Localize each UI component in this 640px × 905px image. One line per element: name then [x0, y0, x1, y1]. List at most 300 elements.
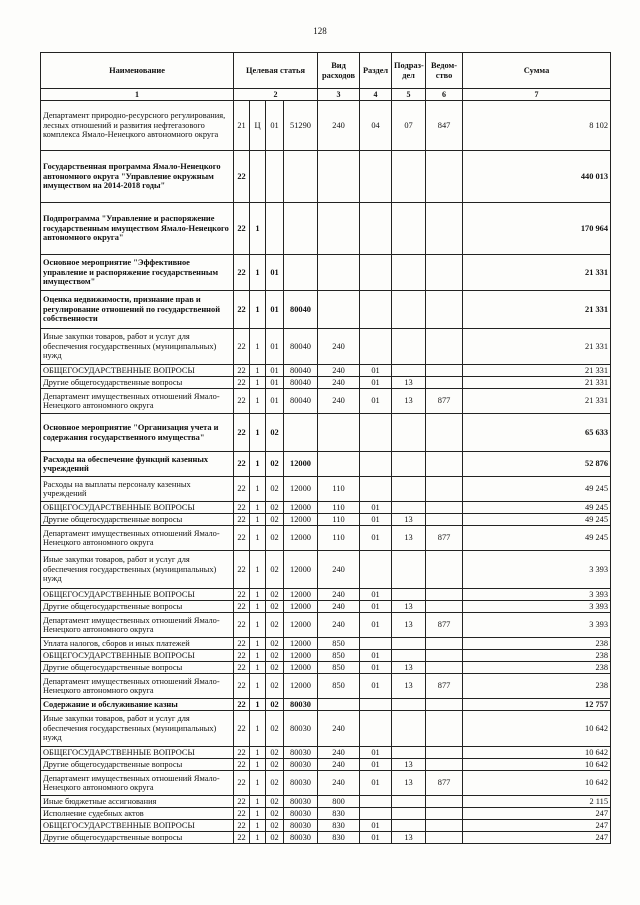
cell-sum: 247 [463, 820, 611, 832]
cell-department: 877 [426, 613, 463, 638]
cell-expense-type: 240 [318, 771, 360, 796]
cell-subsection: 13 [392, 601, 426, 613]
table-row [41, 662, 611, 674]
cell-subsection [392, 203, 426, 255]
cell-target-measure: 02 [266, 613, 284, 638]
cell-section: 04 [360, 101, 392, 151]
cell-name: Другие общегосударственные вопросы [41, 377, 234, 389]
cell-department [426, 477, 463, 502]
cell-target-subprogram: 1 [250, 589, 266, 601]
cell-target-subprogram: 1 [250, 377, 266, 389]
table-row [41, 329, 611, 365]
cell-department [426, 414, 463, 452]
cell-target-subprogram: 1 [250, 601, 266, 613]
cell-sum: 52 876 [463, 452, 611, 477]
cell-name: ОБЩЕГОСУДАРСТВЕННЫЕ ВОПРОСЫ [41, 650, 234, 662]
cell-target-program: 22 [234, 255, 250, 291]
table-row [41, 414, 611, 452]
cell-target-program: 22 [234, 514, 250, 526]
cell-expense-type: 110 [318, 502, 360, 514]
cell-section: 01 [360, 662, 392, 674]
cell-section: 01 [360, 514, 392, 526]
cell-target-measure: 02 [266, 502, 284, 514]
cell-expense-type: 240 [318, 101, 360, 151]
cell-target-subprogram: 1 [250, 255, 266, 291]
cell-expense-type: 850 [318, 638, 360, 650]
cell-name: Иные бюджетные ассигнования [41, 796, 234, 808]
cell-target-direction: 12000 [284, 638, 318, 650]
cell-department [426, 452, 463, 477]
cell-target-measure: 01 [266, 365, 284, 377]
cell-department [426, 551, 463, 589]
page-number: 128 [313, 26, 327, 36]
cell-name: Департамент имущественных отношений Ямало-Ненецкого автономного округа [41, 674, 234, 699]
cell-subsection: 13 [392, 832, 426, 844]
cell-subsection: 13 [392, 759, 426, 771]
cell-target-subprogram: 1 [250, 808, 266, 820]
cell-name: Иные закупки товаров, работ и услуг для обеспечения государственных (муниципальных) нужд [41, 329, 234, 365]
cell-department [426, 365, 463, 377]
col-header-subsection: Подраз-дел [392, 53, 426, 89]
cell-target-direction [284, 414, 318, 452]
cell-target-measure: 02 [266, 662, 284, 674]
cell-department [426, 832, 463, 844]
cell-target-direction: 12000 [284, 650, 318, 662]
cell-sum: 3 393 [463, 601, 611, 613]
cell-department [426, 291, 463, 329]
cell-name: ОБЩЕГОСУДАРСТВЕННЫЕ ВОПРОСЫ [41, 502, 234, 514]
cell-subsection: 13 [392, 662, 426, 674]
cell-department [426, 747, 463, 759]
cell-subsection: 13 [392, 526, 426, 551]
cell-name: ОБЩЕГОСУДАРСТВЕННЫЕ ВОПРОСЫ [41, 747, 234, 759]
cell-section: 01 [360, 389, 392, 414]
table-row [41, 759, 611, 771]
cell-sum: 8 102 [463, 101, 611, 151]
cell-target-subprogram: 1 [250, 638, 266, 650]
cell-subsection [392, 747, 426, 759]
cell-name: Другие общегосударственные вопросы [41, 832, 234, 844]
col-header-exp-type: Вид расходов [318, 53, 360, 89]
cell-expense-type: 110 [318, 514, 360, 526]
cell-target-measure: 02 [266, 796, 284, 808]
cell-subsection [392, 452, 426, 477]
cell-subsection: 13 [392, 674, 426, 699]
col-number: 3 [318, 89, 360, 101]
cell-target-subprogram: 1 [250, 662, 266, 674]
cell-expense-type: 830 [318, 820, 360, 832]
cell-expense-type: 240 [318, 759, 360, 771]
cell-section: 01 [360, 771, 392, 796]
col-number: 1 [41, 89, 234, 101]
cell-department [426, 808, 463, 820]
cell-target-direction: 80040 [284, 365, 318, 377]
cell-target-direction: 12000 [284, 601, 318, 613]
table-row [41, 377, 611, 389]
cell-target-subprogram: 1 [250, 502, 266, 514]
cell-target-direction: 80040 [284, 389, 318, 414]
cell-sum: 21 331 [463, 291, 611, 329]
table-row [41, 674, 611, 699]
table-row [41, 711, 611, 747]
cell-sum: 3 393 [463, 613, 611, 638]
cell-name: Подпрограмма "Управление и распоряжение государственным имуществом Ямало-Ненецкого автономного округа" [41, 203, 234, 255]
cell-expense-type: 240 [318, 613, 360, 638]
cell-target-program: 22 [234, 151, 250, 203]
cell-target-direction: 12000 [284, 477, 318, 502]
cell-section [360, 329, 392, 365]
col-number: 5 [392, 89, 426, 101]
col-number: 4 [360, 89, 392, 101]
cell-section: 01 [360, 674, 392, 699]
cell-department [426, 514, 463, 526]
cell-sum: 10 642 [463, 711, 611, 747]
cell-sum: 21 331 [463, 329, 611, 365]
cell-subsection [392, 796, 426, 808]
cell-sum: 49 245 [463, 526, 611, 551]
table-row [41, 808, 611, 820]
cell-target-program: 22 [234, 674, 250, 699]
cell-department: 877 [426, 674, 463, 699]
cell-target-program: 22 [234, 699, 250, 711]
cell-target-subprogram: 1 [250, 747, 266, 759]
cell-target-direction: 80030 [284, 747, 318, 759]
cell-sum: 238 [463, 650, 611, 662]
cell-section: 01 [360, 601, 392, 613]
cell-expense-type [318, 414, 360, 452]
cell-sum: 170 964 [463, 203, 611, 255]
cell-section [360, 452, 392, 477]
cell-department [426, 699, 463, 711]
cell-department [426, 711, 463, 747]
cell-target-measure: 02 [266, 601, 284, 613]
cell-name: Уплата налогов, сборов и иных платежей [41, 638, 234, 650]
cell-expense-type: 240 [318, 329, 360, 365]
cell-target-program: 22 [234, 613, 250, 638]
cell-target-subprogram: 1 [250, 365, 266, 377]
cell-target-program: 22 [234, 796, 250, 808]
cell-target-measure: 01 [266, 291, 284, 329]
cell-department [426, 662, 463, 674]
cell-subsection [392, 477, 426, 502]
cell-target-direction: 80030 [284, 832, 318, 844]
cell-name: Департамент имущественных отношений Ямало-Ненецкого автономного округа [41, 613, 234, 638]
cell-subsection [392, 650, 426, 662]
cell-target-program: 22 [234, 414, 250, 452]
cell-sum: 49 245 [463, 502, 611, 514]
cell-target-subprogram: 1 [250, 650, 266, 662]
cell-name: Оценка недвижимости, признание прав и регулирование отношений по государственной собственности [41, 291, 234, 329]
cell-expense-type: 240 [318, 711, 360, 747]
cell-target-direction: 12000 [284, 452, 318, 477]
table-row [41, 771, 611, 796]
cell-expense-type: 240 [318, 377, 360, 389]
cell-target-subprogram: 1 [250, 329, 266, 365]
cell-target-direction: 12000 [284, 674, 318, 699]
cell-name: ОБЩЕГОСУДАРСТВЕННЫЕ ВОПРОСЫ [41, 589, 234, 601]
cell-section: 01 [360, 526, 392, 551]
cell-target-program: 22 [234, 759, 250, 771]
cell-name: Расходы на выплаты персоналу казенных учреждений [41, 477, 234, 502]
cell-section [360, 255, 392, 291]
cell-section [360, 551, 392, 589]
cell-target-measure: 01 [266, 329, 284, 365]
cell-name: Основное мероприятие "Организация учета и содержания государственного имущества" [41, 414, 234, 452]
cell-target-direction [284, 151, 318, 203]
cell-target-program: 22 [234, 638, 250, 650]
cell-subsection [392, 329, 426, 365]
cell-section [360, 477, 392, 502]
cell-department: 877 [426, 389, 463, 414]
table-row [41, 389, 611, 414]
cell-target-subprogram: 1 [250, 820, 266, 832]
table-row [41, 796, 611, 808]
cell-target-measure: 02 [266, 551, 284, 589]
cell-target-measure: 01 [266, 255, 284, 291]
table-row [41, 638, 611, 650]
table-row [41, 820, 611, 832]
col-header-sum: Сумма [463, 53, 611, 89]
cell-target-direction: 80030 [284, 759, 318, 771]
cell-sum: 3 393 [463, 589, 611, 601]
cell-sum: 440 013 [463, 151, 611, 203]
cell-target-measure: 02 [266, 674, 284, 699]
cell-target-direction: 80030 [284, 711, 318, 747]
cell-department [426, 255, 463, 291]
cell-target-direction [284, 255, 318, 291]
cell-subsection [392, 808, 426, 820]
cell-subsection [392, 699, 426, 711]
table-row [41, 551, 611, 589]
cell-target-measure: 02 [266, 711, 284, 747]
table-row [41, 291, 611, 329]
cell-target-program: 22 [234, 589, 250, 601]
cell-subsection: 13 [392, 613, 426, 638]
table-row [41, 526, 611, 551]
cell-target-measure: 02 [266, 759, 284, 771]
cell-subsection: 13 [392, 514, 426, 526]
cell-target-subprogram: Ц [250, 101, 266, 151]
cell-subsection [392, 414, 426, 452]
table-row [41, 203, 611, 255]
cell-target-program: 22 [234, 203, 250, 255]
cell-target-subprogram: 1 [250, 452, 266, 477]
cell-target-program: 22 [234, 601, 250, 613]
cell-department [426, 203, 463, 255]
cell-target-direction: 80030 [284, 771, 318, 796]
cell-target-direction: 80040 [284, 329, 318, 365]
cell-section: 01 [360, 759, 392, 771]
cell-target-program: 22 [234, 526, 250, 551]
table-row [41, 365, 611, 377]
cell-section [360, 151, 392, 203]
cell-target-program: 22 [234, 820, 250, 832]
cell-name: Другие общегосударственные вопросы [41, 759, 234, 771]
cell-target-subprogram: 1 [250, 477, 266, 502]
table-row [41, 477, 611, 502]
cell-section [360, 699, 392, 711]
cell-sum: 10 642 [463, 747, 611, 759]
cell-subsection [392, 365, 426, 377]
cell-target-measure: 01 [266, 389, 284, 414]
cell-target-direction: 12000 [284, 502, 318, 514]
cell-sum: 10 642 [463, 771, 611, 796]
cell-target-program: 22 [234, 452, 250, 477]
cell-section: 01 [360, 589, 392, 601]
cell-target-subprogram: 1 [250, 551, 266, 589]
cell-department [426, 650, 463, 662]
cell-expense-type: 240 [318, 589, 360, 601]
table-row [41, 650, 611, 662]
cell-department: 877 [426, 771, 463, 796]
cell-target-subprogram: 1 [250, 203, 266, 255]
cell-target-direction: 12000 [284, 662, 318, 674]
cell-section: 01 [360, 747, 392, 759]
table-row [41, 699, 611, 711]
cell-subsection [392, 638, 426, 650]
cell-expense-type: 240 [318, 747, 360, 759]
header-row [41, 53, 611, 89]
cell-sum: 3 393 [463, 551, 611, 589]
cell-target-program: 22 [234, 377, 250, 389]
cell-sum: 12 757 [463, 699, 611, 711]
cell-target-program: 22 [234, 477, 250, 502]
cell-target-program: 22 [234, 365, 250, 377]
cell-target-program: 22 [234, 832, 250, 844]
cell-target-program: 22 [234, 329, 250, 365]
cell-sum: 65 633 [463, 414, 611, 452]
cell-section: 01 [360, 832, 392, 844]
table-row [41, 255, 611, 291]
cell-target-program: 22 [234, 389, 250, 414]
cell-target-program: 22 [234, 502, 250, 514]
cell-subsection: 13 [392, 377, 426, 389]
cell-department [426, 601, 463, 613]
cell-name: Иные закупки товаров, работ и услуг для обеспечения государственных (муниципальных) нужд [41, 711, 234, 747]
cell-target-direction: 12000 [284, 589, 318, 601]
cell-target-program: 22 [234, 291, 250, 329]
col-header-target: Целевая статья [234, 53, 318, 89]
cell-expense-type: 830 [318, 808, 360, 820]
cell-section [360, 808, 392, 820]
cell-target-measure [266, 203, 284, 255]
cell-department: 847 [426, 101, 463, 151]
budget-table [40, 52, 611, 844]
cell-target-measure: 02 [266, 414, 284, 452]
cell-expense-type: 800 [318, 796, 360, 808]
cell-sum: 238 [463, 638, 611, 650]
cell-expense-type [318, 151, 360, 203]
table-row [41, 747, 611, 759]
cell-department [426, 638, 463, 650]
cell-target-direction [284, 203, 318, 255]
cell-department [426, 151, 463, 203]
cell-sum: 247 [463, 832, 611, 844]
cell-target-subprogram: 1 [250, 526, 266, 551]
cell-target-direction: 12000 [284, 551, 318, 589]
cell-target-subprogram [250, 151, 266, 203]
cell-sum: 2 115 [463, 796, 611, 808]
cell-section: 01 [360, 365, 392, 377]
cell-section: 01 [360, 502, 392, 514]
cell-expense-type: 850 [318, 662, 360, 674]
cell-subsection [392, 711, 426, 747]
cell-section: 01 [360, 650, 392, 662]
cell-subsection: 13 [392, 771, 426, 796]
cell-department [426, 377, 463, 389]
cell-department [426, 820, 463, 832]
cell-sum: 49 245 [463, 477, 611, 502]
cell-target-measure: 02 [266, 832, 284, 844]
cell-target-program: 22 [234, 747, 250, 759]
cell-target-subprogram: 1 [250, 832, 266, 844]
cell-target-direction: 12000 [284, 526, 318, 551]
cell-name: Расходы на обеспечение функций казенных учреждений [41, 452, 234, 477]
cell-department [426, 759, 463, 771]
cell-expense-type: 240 [318, 389, 360, 414]
cell-sum: 238 [463, 674, 611, 699]
col-number: 7 [463, 89, 611, 101]
cell-subsection [392, 151, 426, 203]
cell-expense-type: 110 [318, 477, 360, 502]
col-number: 6 [426, 89, 463, 101]
cell-target-measure: 02 [266, 747, 284, 759]
cell-target-subprogram: 1 [250, 759, 266, 771]
table-body [41, 101, 611, 844]
cell-subsection [392, 551, 426, 589]
col-header-section: Раздел [360, 53, 392, 89]
cell-target-program: 22 [234, 771, 250, 796]
cell-target-measure [266, 151, 284, 203]
cell-expense-type [318, 291, 360, 329]
cell-section [360, 203, 392, 255]
cell-subsection [392, 291, 426, 329]
cell-target-program: 21 [234, 101, 250, 151]
cell-target-direction: 80030 [284, 699, 318, 711]
cell-target-direction: 12000 [284, 613, 318, 638]
table-row [41, 601, 611, 613]
table-row [41, 613, 611, 638]
cell-target-measure: 01 [266, 377, 284, 389]
table-row [41, 589, 611, 601]
table-row [41, 514, 611, 526]
cell-target-measure: 02 [266, 771, 284, 796]
cell-sum: 10 642 [463, 759, 611, 771]
cell-name: ОБЩЕГОСУДАРСТВЕННЫЕ ВОПРОСЫ [41, 820, 234, 832]
cell-sum: 21 331 [463, 255, 611, 291]
cell-target-measure: 02 [266, 526, 284, 551]
col-number: 2 [234, 89, 318, 101]
cell-name: Другие общегосударственные вопросы [41, 601, 234, 613]
cell-name: Другие общегосударственные вопросы [41, 662, 234, 674]
cell-subsection [392, 589, 426, 601]
cell-target-direction: 80030 [284, 820, 318, 832]
cell-target-measure: 02 [266, 820, 284, 832]
cell-sum: 21 331 [463, 365, 611, 377]
cell-target-measure: 02 [266, 514, 284, 526]
cell-target-direction: 51290 [284, 101, 318, 151]
cell-name: Иные закупки товаров, работ и услуг для обеспечения государственных (муниципальных) нужд [41, 551, 234, 589]
cell-department [426, 502, 463, 514]
cell-expense-type: 850 [318, 650, 360, 662]
cell-target-direction: 80030 [284, 796, 318, 808]
cell-expense-type [318, 699, 360, 711]
cell-name: Исполнение судебных актов [41, 808, 234, 820]
cell-target-measure: 02 [266, 452, 284, 477]
cell-subsection: 13 [392, 389, 426, 414]
cell-department [426, 796, 463, 808]
cell-expense-type: 850 [318, 674, 360, 699]
